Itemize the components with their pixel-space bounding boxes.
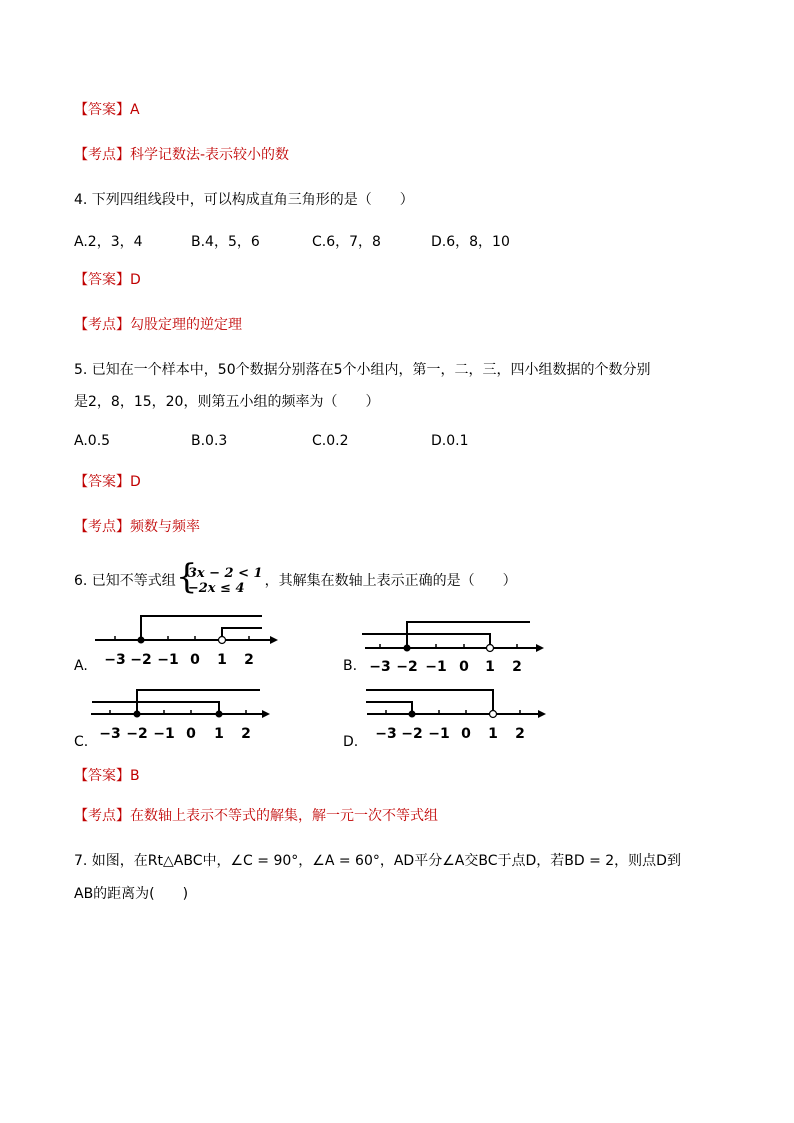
q5-option-d: D.0.1 xyxy=(431,433,469,449)
tick-label: −3 xyxy=(369,659,391,675)
q6-option-c-label: C. xyxy=(74,734,89,750)
tick-label: 0 xyxy=(190,652,200,668)
q4-answer-line xyxy=(74,270,141,290)
tick-label: −2 xyxy=(401,726,423,742)
tick-label: 2 xyxy=(515,726,525,742)
tick-label: −2 xyxy=(130,652,152,668)
tick-label: 1 xyxy=(214,726,224,742)
q4-option-d: D.6，8，10 xyxy=(431,234,510,250)
tick-label: −2 xyxy=(396,659,418,675)
tick-label: −1 xyxy=(425,659,447,675)
tick-label: 2 xyxy=(512,659,522,675)
q4-topic-line xyxy=(74,315,242,335)
topic-tag: 【考点】 xyxy=(74,519,130,535)
number-line-b xyxy=(360,614,550,678)
tick-label: −1 xyxy=(157,652,179,668)
q5-option-a: A.0.5 xyxy=(74,433,111,449)
q6-option-d-label: D. xyxy=(343,734,359,750)
topic-tag: 【考点】 xyxy=(74,317,130,333)
topic-tag: 【考点】 xyxy=(74,808,130,824)
inequality-1: 3x − 2 < 1 xyxy=(187,566,263,581)
q5-question-line2: 是2，8，15，20，则第五小组的频率为（ ） xyxy=(74,394,380,410)
q4-question: 4. 下列四组线段中，可以构成直角三角形的是（ ） xyxy=(74,192,414,208)
tick-label: 1 xyxy=(485,659,495,675)
topic-value: 科学记数法-表示较小的数 xyxy=(130,147,290,163)
q6-option-a-label: A. xyxy=(74,658,88,674)
q3-answer-line xyxy=(74,100,140,120)
topic-value: 勾股定理的逆定理 xyxy=(130,317,242,333)
tick-label: −1 xyxy=(428,726,450,742)
tick-label: −3 xyxy=(99,726,121,742)
inequality-2: −2x ≤ 4 xyxy=(187,581,245,596)
answer-tag: 【答案】 xyxy=(74,768,130,784)
brace-icon: { xyxy=(175,557,198,597)
answer-tag: 【答案】 xyxy=(74,272,130,288)
tick-label: −1 xyxy=(153,726,175,742)
tick-label: 1 xyxy=(217,652,227,668)
q6-suffix: ，其解集在数轴上表示正确的是（ ） xyxy=(264,573,517,589)
q6-option-b-label: B. xyxy=(343,658,358,674)
topic-tag: 【考点】 xyxy=(74,147,130,163)
tick-label: −3 xyxy=(375,726,397,742)
q4-options xyxy=(74,231,754,251)
answer-tag: 【答案】 xyxy=(74,102,130,118)
number-line-d xyxy=(362,682,552,746)
q4-option-c: C.6，7，8 xyxy=(312,234,381,250)
answer-value: D xyxy=(130,272,141,288)
q5-question-line1: 5. 已知在一个样本中，50个数据分别落在5个小组内，第一，二，三，四小组数据的个数分别 xyxy=(74,362,651,378)
q7-question-line2: AB的距离为( ) xyxy=(74,886,189,902)
tick-label: 0 xyxy=(461,726,471,742)
q6-topic-line xyxy=(74,806,438,826)
number-line-c xyxy=(86,682,276,746)
q6-answer-line xyxy=(74,766,140,786)
answer-tag: 【答案】 xyxy=(74,474,130,490)
q5-option-b: B.0.3 xyxy=(191,433,228,449)
q5-option-c: C.0.2 xyxy=(312,433,349,449)
q6-prefix: 6. 已知不等式组 xyxy=(74,573,176,589)
q5-topic-line xyxy=(74,517,200,537)
q4-option-a: A.2，3，4 xyxy=(74,234,143,250)
tick-label: 0 xyxy=(459,659,469,675)
q5-answer-line xyxy=(74,472,141,492)
topic-value: 频数与频率 xyxy=(130,519,200,535)
topic-value: 在数轴上表示不等式的解集，解一元一次不等式组 xyxy=(130,808,438,824)
inequality-system xyxy=(175,557,263,597)
tick-label: 0 xyxy=(186,726,196,742)
answer-value: B xyxy=(130,768,140,784)
tick-label: 1 xyxy=(488,726,498,742)
q5-options xyxy=(74,433,754,453)
tick-label: 2 xyxy=(241,726,251,742)
q7-question-line1: 7. 如图，在Rt△ABC中，∠C = 90°，∠A = 60°，AD平分∠A交BC于点D，若BD = 2，则点D到 xyxy=(74,853,681,869)
q4-option-b: B.4，5，6 xyxy=(191,234,260,250)
number-line-a xyxy=(90,608,280,672)
q3-topic-line xyxy=(74,145,289,165)
answer-value: D xyxy=(130,474,141,490)
tick-label: −3 xyxy=(104,652,126,668)
tick-label: −2 xyxy=(126,726,148,742)
answer-value: A xyxy=(130,102,140,118)
tick-label: 2 xyxy=(244,652,254,668)
q6-question xyxy=(74,557,517,597)
